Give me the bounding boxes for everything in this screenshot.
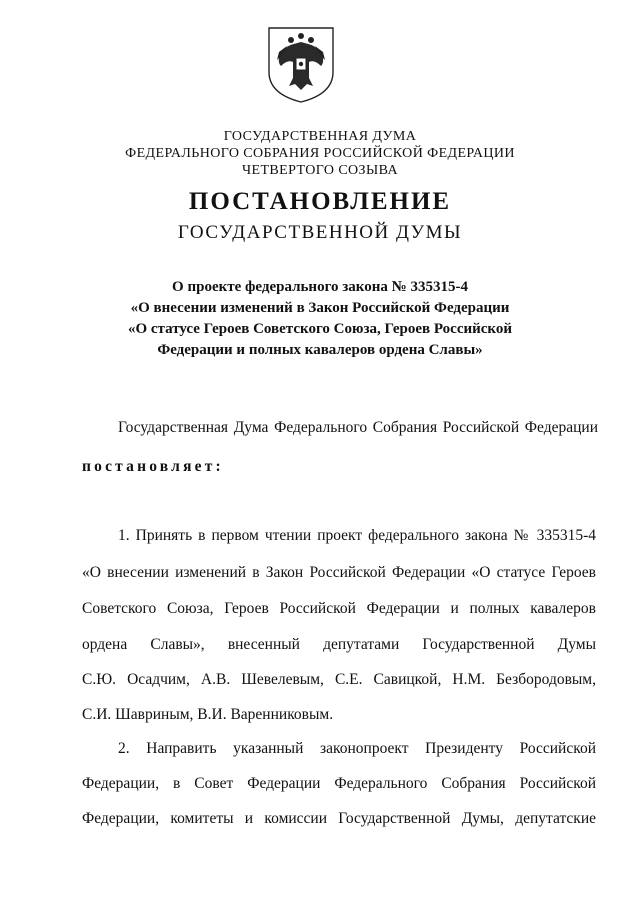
header-line-2: ФЕДЕРАЛЬНОГО СОБРАНИЯ РОССИЙСКОЙ ФЕДЕРАЦИИ (125, 146, 515, 161)
document-title: ПОСТАНОВЛЕНИЕ (188, 188, 452, 215)
clause-1-line-2: «О внесении изменений в Закон Российской Федерации «О статусе Героев (82, 564, 596, 581)
subject-line-3: «О статусе Героев Советского Союза, Героев Российской (127, 321, 513, 337)
decree-word: постановляет: (82, 458, 224, 475)
clause-2-line-1: 2. Направить указанный законопроект Президенту Российской (118, 740, 596, 757)
subject-line-1: О проекте федерального закона № 335315-4 (172, 279, 468, 295)
issuer-header (0, 128, 640, 179)
clause-1-line-1: 1. Принять в первом чтении проект федерального закона № 335315-4 (118, 527, 596, 544)
document-subject (0, 277, 640, 361)
clause-1-line-5: С.Ю. Осадчим, А.В. Шевелевым, С.Е. Савицкой, Н.М. Безбородовым, (82, 671, 596, 688)
document-subtitle: ГОСУДАРСТВЕННОЙ ДУМЫ (177, 222, 463, 243)
header-line-3: ЧЕТВЕРТОГО СОЗЫВА (242, 163, 398, 178)
subject-line-2: «О внесении изменений в Закон Российской Федерации (130, 300, 510, 316)
preamble-text: Государственная Дума Федерального Собрания Российской Федерации (118, 419, 598, 436)
clause-1-line-6: С.И. Шавриным, В.И. Варенниковым. (82, 706, 334, 723)
subject-line-4: Федерации и полных кавалеров ордена Славы» (157, 342, 483, 358)
russian-coat-of-arms-icon (265, 22, 337, 106)
header-line-1: ГОСУДАРСТВЕННАЯ ДУМА (223, 129, 417, 144)
clause-1-line-4: ордена Славы», внесенный депутатами Государственной Думы (82, 636, 596, 653)
clause-2-line-2: Федерации, в Совет Федерации Федерального Собрания Российской (82, 775, 596, 792)
clause-2-line-3: Федерации, комитеты и комиссии Государственной Думы, депутатские (82, 810, 596, 827)
clause-1-line-3: Советского Союза, Героев Российской Федерации и полных кавалеров (82, 600, 596, 617)
